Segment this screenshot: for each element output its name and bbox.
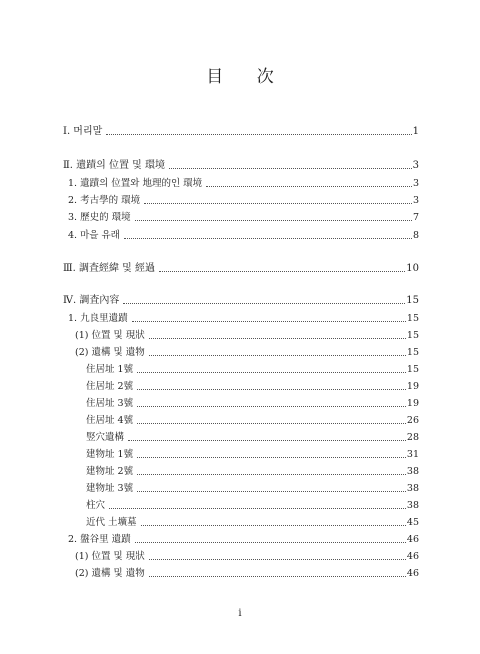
toc-entry-label: Ⅰ. 머리말: [63, 126, 103, 137]
dot-leader: [123, 302, 405, 304]
toc-entry-page: 46: [406, 551, 419, 562]
toc-entry[interactable]: [63, 158, 419, 172]
dot-leader: [109, 507, 406, 509]
toc-entry-label: Ⅳ. 調査內容: [63, 295, 120, 306]
page-title: 目 次: [206, 67, 288, 87]
toc-entry-page: 3: [412, 178, 419, 189]
toc-entry-label: 住居址 1號: [86, 364, 134, 375]
toc-entry-page: 3: [412, 160, 419, 171]
dot-leader: [149, 337, 406, 339]
dot-leader: [206, 185, 412, 187]
toc-entry[interactable]: [68, 210, 419, 224]
toc-entry-page: 38: [406, 500, 419, 511]
toc-entry[interactable]: [86, 379, 419, 393]
toc-entry[interactable]: [86, 498, 419, 512]
toc-entry-label: Ⅲ. 調査經緯 및 經過: [63, 263, 156, 274]
toc-entry[interactable]: [75, 345, 419, 359]
dot-leader: [137, 371, 406, 373]
toc-entry-label: 2. 考古學的 環境: [68, 195, 141, 206]
toc-entry-label: Ⅱ. 遺蹟의 位置 및 環境: [63, 160, 166, 171]
toc-entry[interactable]: [75, 566, 419, 580]
toc-entry-label: 3. 歷史的 環境: [68, 212, 131, 223]
dot-leader: [135, 541, 406, 543]
toc-entry-label: 建物址 2號: [86, 466, 134, 477]
toc-entry-page: 15: [406, 313, 419, 324]
toc-entry-label: 2. 盤谷里 遺蹟: [68, 534, 131, 545]
toc-entry-page: 19: [406, 381, 419, 392]
toc-entry[interactable]: [86, 481, 419, 495]
toc-entry-page: 15: [406, 347, 419, 358]
toc-entry-page: 15: [406, 330, 419, 341]
toc-entry-page: 38: [406, 483, 419, 494]
dot-leader: [144, 202, 412, 204]
toc-entry-label: 4. 마을 유래: [68, 230, 120, 241]
toc-entry[interactable]: [68, 532, 419, 546]
dot-leader: [169, 167, 412, 169]
toc-entry[interactable]: [68, 311, 419, 325]
toc-entry-label: 建物址 1號: [86, 449, 134, 460]
toc-entry-page: 10: [406, 263, 419, 274]
toc-entry[interactable]: [63, 261, 419, 275]
dot-leader: [137, 473, 406, 475]
dot-leader: [124, 237, 412, 239]
dot-leader: [141, 524, 406, 526]
dot-leader: [137, 405, 406, 407]
toc-entry-label: 1. 九良里遺蹟: [68, 313, 128, 324]
toc-entry[interactable]: [86, 464, 419, 478]
toc-entry-page: 38: [406, 466, 419, 477]
toc-entry[interactable]: [86, 515, 419, 529]
toc-entry[interactable]: [68, 193, 419, 207]
toc-entry-label: 近代 土壙墓: [86, 517, 137, 528]
toc-entry-label: (2) 遺構 및 遺物: [75, 347, 145, 358]
dot-leader: [106, 133, 411, 135]
toc-entry[interactable]: [63, 124, 419, 138]
toc-entry-label: 住居址 4號: [86, 415, 134, 426]
toc-entry-label: (1) 位置 및 現狀: [75, 330, 145, 341]
toc-entry[interactable]: [68, 228, 419, 242]
toc-entry[interactable]: [75, 549, 419, 563]
toc-entry-page: 7: [412, 212, 419, 223]
toc-entry-page: 15: [406, 295, 419, 306]
toc-entry-page: 3: [412, 195, 419, 206]
dot-leader: [137, 490, 406, 492]
toc-entry-page: 26: [406, 415, 419, 426]
dot-leader: [135, 219, 412, 221]
dot-leader: [149, 558, 406, 560]
toc-entry[interactable]: [86, 430, 419, 444]
toc-entry-page: 28: [406, 432, 419, 443]
toc-entry-label: 建物址 3號: [86, 483, 134, 494]
toc-entry-label: 柱穴: [86, 500, 106, 511]
toc-entry[interactable]: [86, 362, 419, 376]
toc-entry[interactable]: [63, 293, 419, 307]
toc-entry-page: 1: [412, 126, 419, 137]
toc-entry-page: 46: [406, 534, 419, 545]
toc-entry[interactable]: [86, 413, 419, 427]
toc-entry[interactable]: [86, 396, 419, 410]
toc-entry[interactable]: [86, 447, 419, 461]
dot-leader: [149, 354, 406, 356]
dot-leader: [137, 422, 406, 424]
dot-leader: [132, 320, 406, 322]
toc-entry[interactable]: [75, 328, 419, 342]
toc-entry-label: 竪穴遺構: [86, 432, 125, 443]
toc-entry-page: 15: [406, 364, 419, 375]
toc-entry-label: 住居址 2號: [86, 381, 134, 392]
dot-leader: [159, 270, 405, 272]
toc-entry-label: (2) 遺構 및 遺物: [75, 568, 145, 579]
dot-leader: [149, 575, 406, 577]
toc-entry-label: 住居址 3號: [86, 398, 134, 409]
dot-leader: [137, 456, 406, 458]
page-number: i: [238, 608, 242, 619]
toc-entry[interactable]: [68, 176, 419, 190]
dot-leader: [137, 388, 406, 390]
toc-entry-label: 1. 遺蹟의 位置와 地理的인 環境: [68, 178, 203, 189]
toc-entry-page: 19: [406, 398, 419, 409]
toc-entry-label: (1) 位置 및 現狀: [75, 551, 145, 562]
toc-entry-page: 31: [406, 449, 419, 460]
dot-leader: [128, 439, 406, 441]
toc-entry-page: 45: [406, 517, 419, 528]
toc-entry-page: 46: [406, 568, 419, 579]
toc-entry-page: 8: [412, 230, 419, 241]
